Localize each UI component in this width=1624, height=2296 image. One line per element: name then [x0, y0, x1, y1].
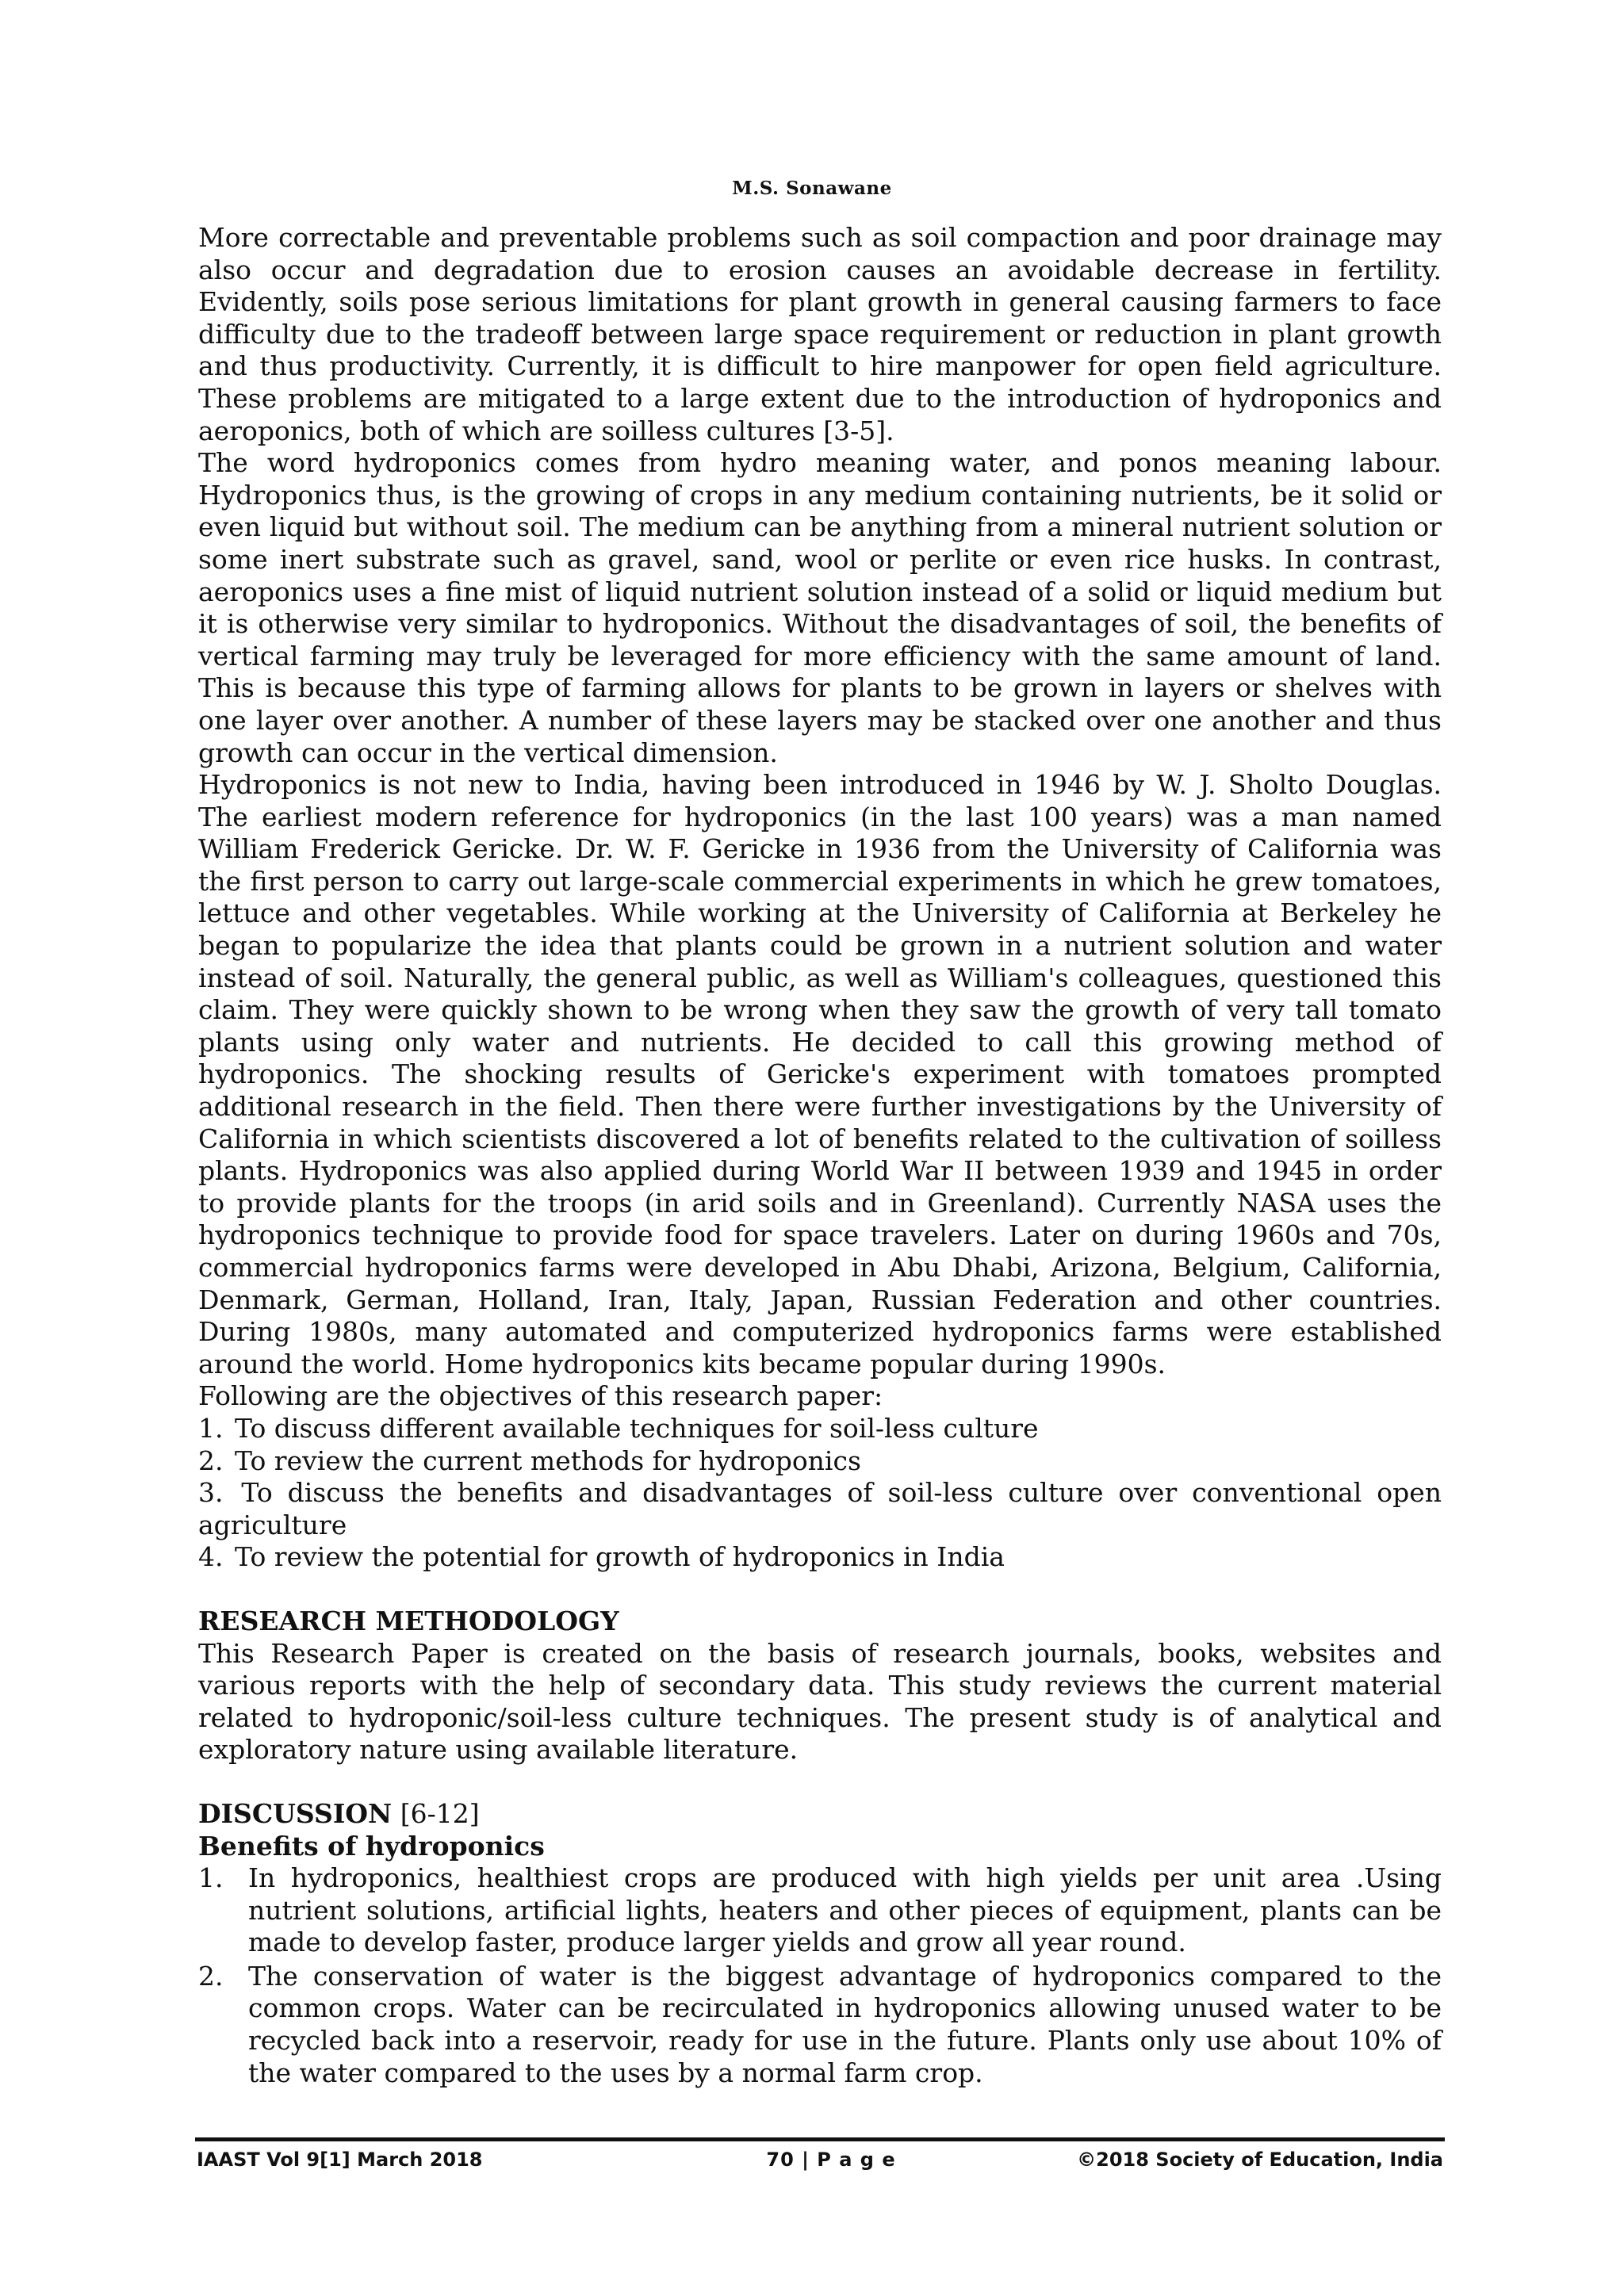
page-body: [198, 222, 1442, 2091]
body-paragraph: More correctable and preventable problems such as soil compaction and poor drainage may also occur and degradation due to erosion causes an avoidable decrease in fertility. Evidently, soils pose serious limitations for plant growth in general causing farmers to face difficulty due to the tradeoff between large space requirement or reduction in plant growth and thus productivity. Currently, it is difficult to hire manpower for open field agriculture. These problems are mitigated to a large extent due to the introduction of hydroponics and aeroponics, both of which are soilless cultures [3-5].: [198, 222, 1442, 446]
objective-item: [198, 1413, 1442, 1445]
methodology-heading: RESEARCH METHODOLOGY: [198, 1605, 619, 1636]
discussion-references: [6-12]: [392, 1797, 480, 1829]
objective-item: [198, 1541, 1442, 1574]
benefit-item: [198, 1961, 1442, 2089]
objective-number: 4.: [198, 1541, 224, 1573]
footer-page-number: 70 | P a g e: [766, 2149, 896, 2171]
benefit-item: [198, 1862, 1442, 1959]
footer-journal-info: IAAST Vol 9[1] March 2018: [197, 2149, 483, 2171]
body-paragraph: Hydroponics is not new to India, having been introduced in 1946 by W. J. Sholto Douglas. The earliest modern reference for hydroponics (in the last 100 years) was a man named William Frederick Gericke. Dr. W. F. Gericke in 1936 from the University of California was the first person to carry out large-scale commercial experiments in which he grew tomatoes, lettuce and other vegetables. While working at the University of California at Berkeley he began to popularize the idea that plants could be grown in a nutrient solution and water instead of soil. Naturally, the general public, as well as William's colleagues, questioned this claim. They were quickly shown to be wrong when they saw the growth of very tall tomato plants using only water and nutrients. He decided to call this growing method of hydroponics. The shocking results of Gericke's experiment with tomatoes prompted additional research in the field. Then there were further investigations by the University of California in which scientists discovered a lot of benefits related to the cultivation of soilless plants. Hydroponics was also applied during World War II between 1939 and 1945 in order to provide plants for the troops (in arid soils and in Greenland). Currently NASA uses the hydroponics technique to provide food for space travelers. Later on during 1960s and 70s, commercial hydroponics farms were developed in Abu Dhabi, Arizona, Belgium, California, Denmark, German, Holland, Iran, Italy, Japan, Russian Federation and other countries. During 1980s, many automated and computerized hydroponics farms were established around the world. Home hydroponics kits became popular during 1990s.: [198, 769, 1442, 1380]
methodology-paragraph: This Research Paper is created on the basis of research journals, books, websites and various reports with the help of secondary data. This study reviews the current material related to hydroponic/soil-less culture techniques. The present study is of analytical and exploratory nature using available literature.: [198, 1637, 1442, 1766]
page-footer: [197, 2145, 1443, 2174]
objective-text: To review the potential for growth of hydroponics in India: [235, 1541, 1005, 1573]
section-spacer: [198, 1574, 1442, 1605]
objective-text: To discuss the benefits and disadvantages of soil-less culture over conventional open agriculture: [198, 1477, 1442, 1540]
benefits-subheading: Benefits of hydroponics: [198, 1830, 545, 1862]
discussion-heading: [198, 1798, 1442, 1831]
benefit-number: 1.: [198, 1862, 224, 1894]
footer-copyright: ©2018 Society of Education, India: [1077, 2149, 1443, 2171]
objective-text: To discuss different available techniques for soil-less culture: [235, 1412, 1039, 1444]
body-paragraph: The word hydroponics comes from hydro meaning water, and ponos meaning labour. Hydroponics thus, is the growing of crops in any medium containing nutrients, be it solid or even liquid but without soil. The medium can be anything from a mineral nutrient solution or some inert substrate such as gravel, sand, wool or perlite or even rice husks. In contrast, aeroponics uses a fine mist of liquid nutrient solution instead of a solid or liquid medium but it is otherwise very similar to hydroponics. Without the disadvantages of soil, the benefits of vertical farming may truly be leveraged for more efficiency with the same amount of land. This is because this type of farming allows for plants to be grown in layers or shelves with one layer over another. A number of these layers may be stacked over one another and thus growth can occur in the vertical dimension.: [198, 447, 1442, 768]
objectives-intro: Following are the objectives of this research paper:: [198, 1380, 883, 1412]
objective-number: 1.: [198, 1412, 224, 1444]
footer-rule: [195, 2137, 1445, 2141]
benefit-text: The conservation of water is the biggest advantage of hydroponics compared to the common crops. Water can be recirculated in hydroponics allowing unused water to be recycled back into a reservoir, ready for use in the future. Plants only use about 10% of the water compared to the uses by a normal farm crop.: [248, 1960, 1442, 2088]
objectives-list: [198, 1413, 1442, 1574]
objective-number: 2.: [198, 1445, 224, 1476]
objective-item: [198, 1445, 1442, 1478]
running-header-author: M.S. Sonawane: [732, 178, 892, 199]
discussion-heading-text: DISCUSSION: [198, 1797, 393, 1829]
objective-item: [198, 1477, 1442, 1541]
section-spacer: [198, 1766, 1442, 1798]
benefit-number: 2.: [198, 1960, 224, 1992]
benefits-list: [198, 1862, 1442, 2089]
benefit-text: In hydroponics, healthiest crops are produced with high yields per unit area .Using nutrient solutions, artificial lights, heaters and other pieces of equipment, plants can be made to develop faster, produce larger yields and grow all year round.: [248, 1862, 1442, 1958]
objective-number: 3.: [198, 1477, 224, 1509]
objective-text: To review the current methods for hydroponics: [235, 1445, 861, 1476]
